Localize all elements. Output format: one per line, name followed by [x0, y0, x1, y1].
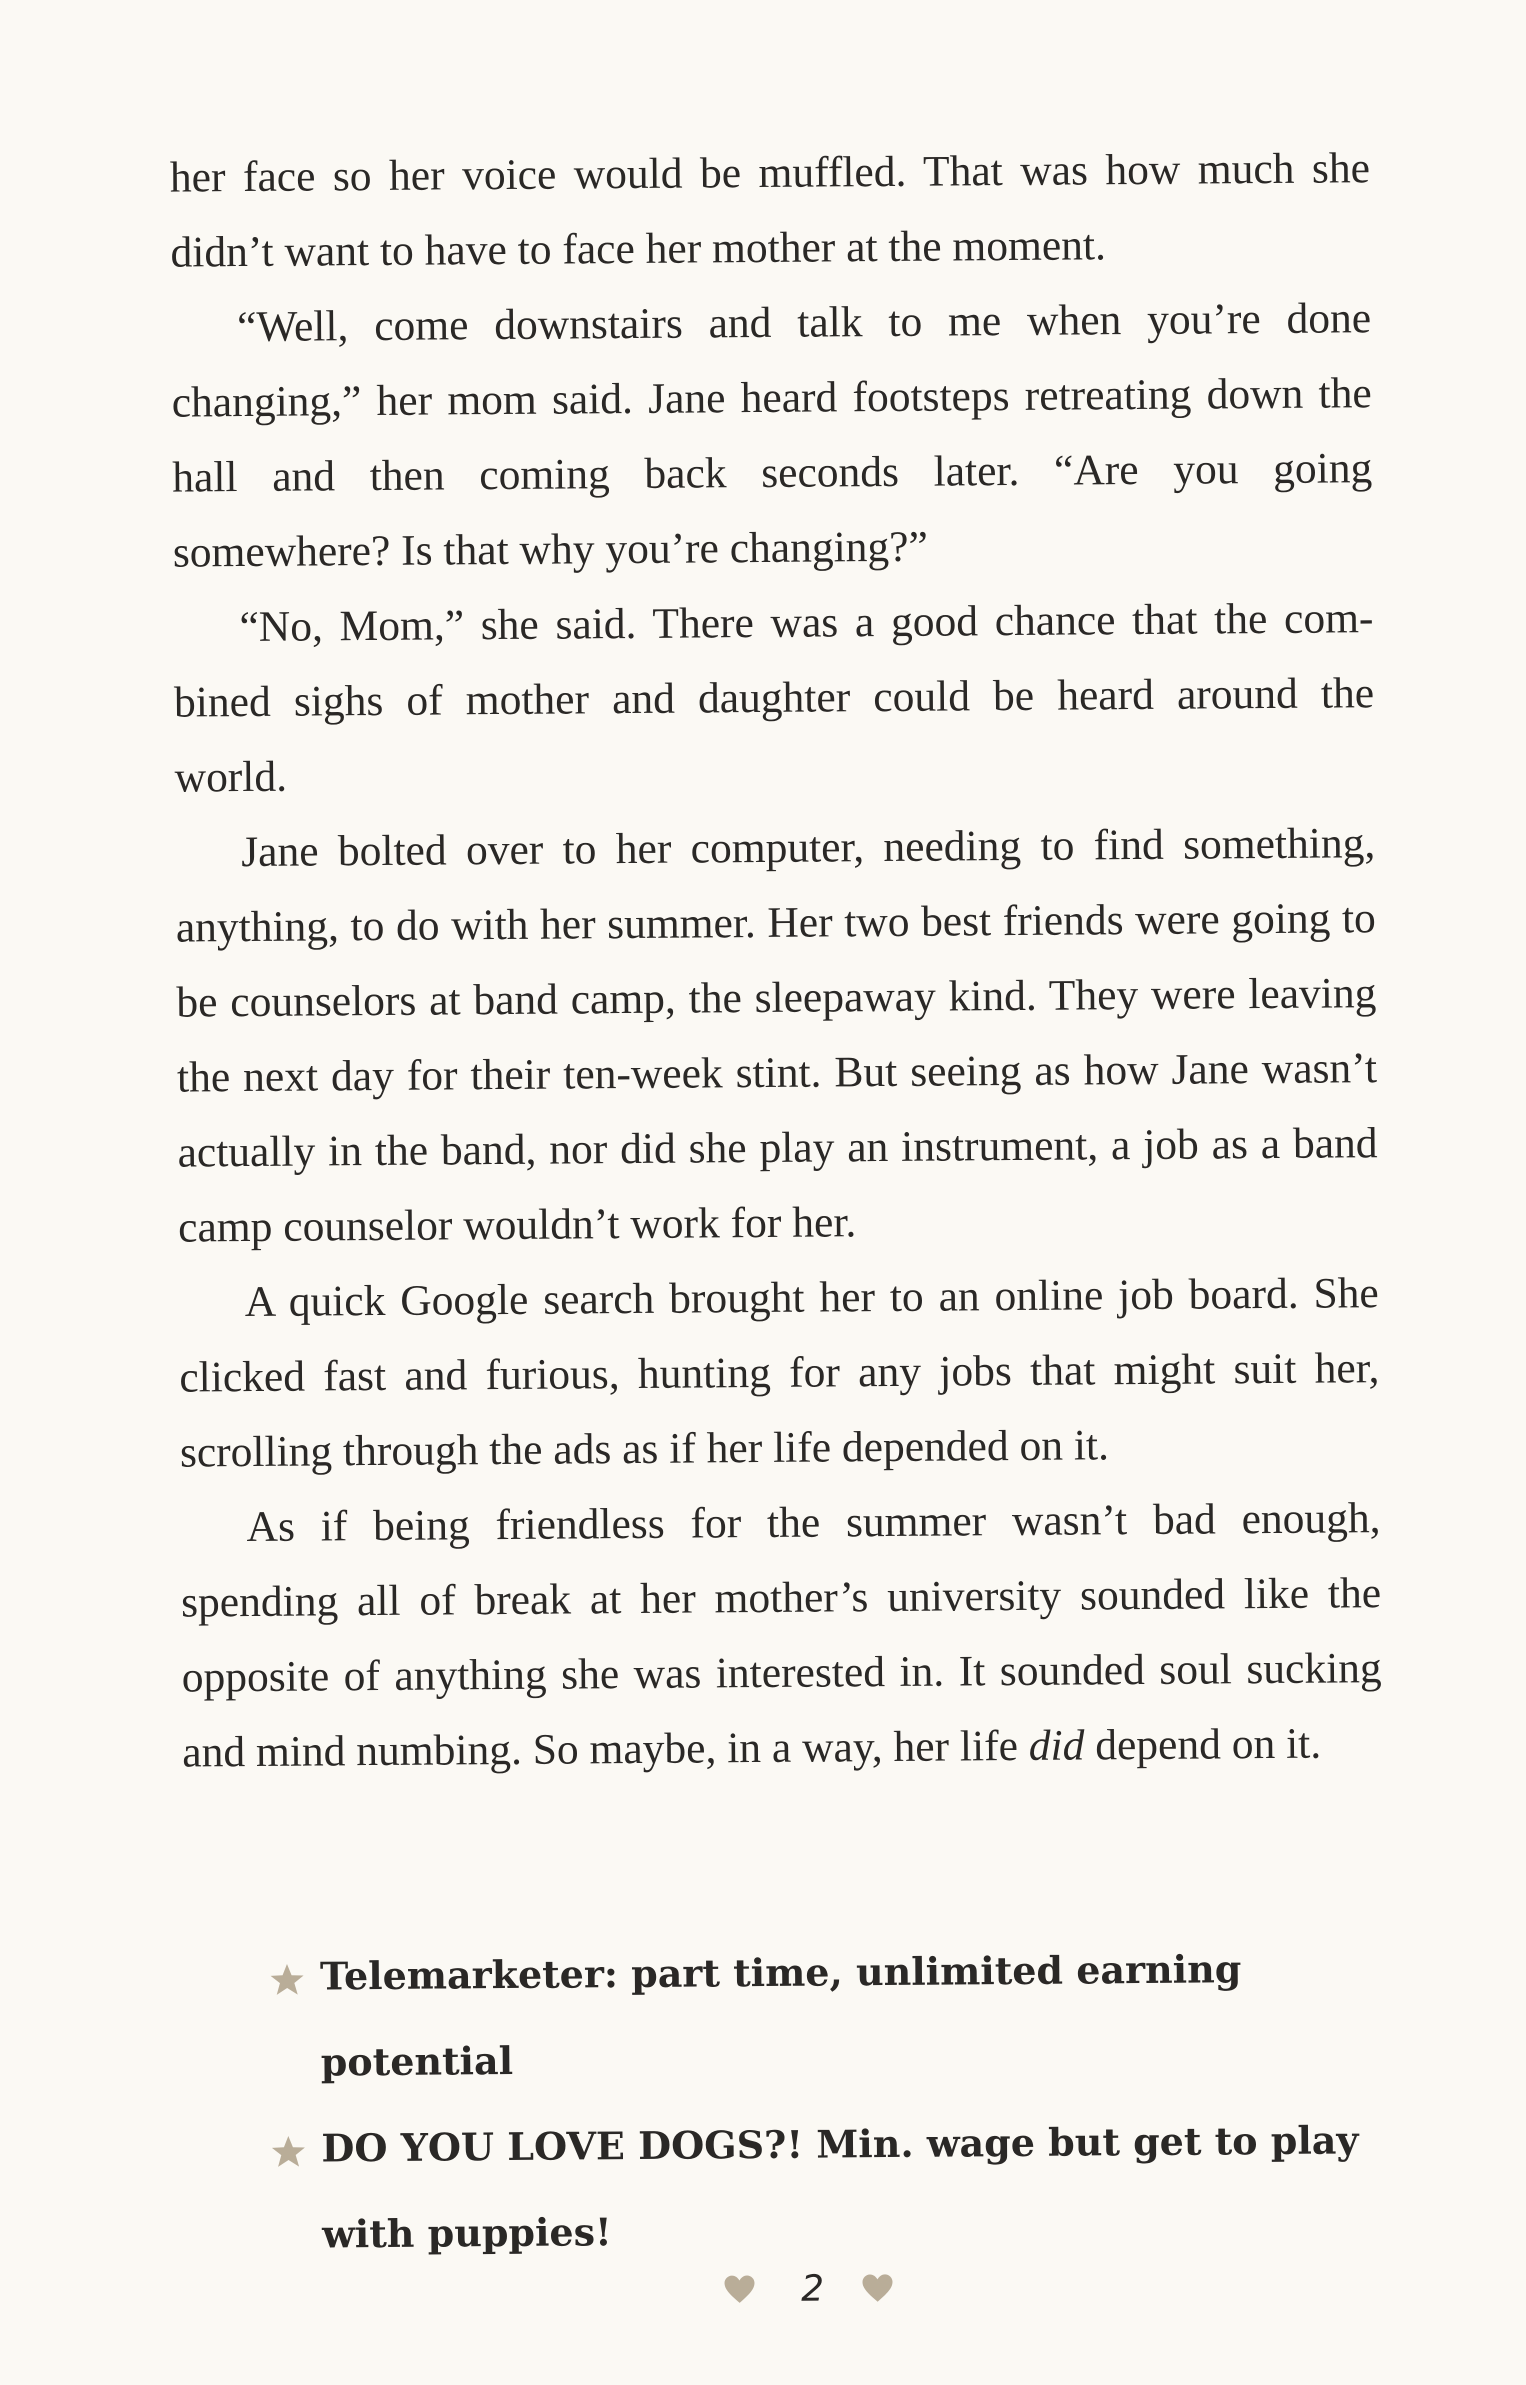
job-listing-item [268, 1925, 1409, 2106]
job-listings [268, 1925, 1411, 2278]
body-text [170, 131, 1383, 1790]
paragraph-2: “Well, come downstairs and talk to me when you’re done changing,” her mom said. Jane heard footsteps retreating down the hall and then coming back seconds later. “Are you going somewhere? Is that why you’re changing?” [171, 294, 1373, 577]
paragraph-6 [180, 1481, 1382, 1790]
star-icon [268, 1962, 306, 1998]
job-listing-text: DO YOU LOVE DOGS?! Min. wage but get to play with puppies! [321, 2117, 1359, 2257]
page-footer [708, 2261, 908, 2323]
paragraph-6-text-before: As if being friendless for the summer wasn’t bad enough, spending all of break at her mother’s university sounded like the opposite of anything she was interested in. It sounded soul sucking and mind numbing. So maybe, in a way, her life [180, 1494, 1382, 1777]
page-number: 2 [800, 2268, 825, 2310]
heart-icon [860, 2273, 894, 2303]
star-icon [269, 2134, 307, 2170]
paragraph-6-emphasis: did [1028, 1721, 1085, 1770]
paragraph-3: “No, Mom,” she said. There was a good chance that the combined sighs of mother and daughter could be heard around the world. [173, 594, 1375, 802]
paragraph-5: A quick Google search brought her to an online job board. She clicked fast and furious, hunting for any jobs that might suit her, scrolling through the ads as if her life depended on it. [179, 1269, 1380, 1477]
job-listing-text: Telemarketer: part time, unlimited earning potential [319, 1946, 1242, 2085]
paragraph-6-text-after: depend on it. [1084, 1719, 1322, 1770]
paragraph-4: Jane bolted over to her computer, needing to find something, anything, to do with her summer. Her two best friends were going to be counselors at band camp, the sleepaway kind. They were leaving the next day for their ten-week stint. But seeing as how Jane wasn’t actually in the band, nor did she play an instrument, a job as a band camp counselor wouldn’t work for her. [175, 819, 1378, 1252]
paragraph-1: her face so her voice would be muffled. That was how much she didn’t want to have to face her mother at the moment. [169, 144, 1371, 277]
job-listing-item [269, 2097, 1410, 2278]
heart-icon [722, 2274, 756, 2304]
